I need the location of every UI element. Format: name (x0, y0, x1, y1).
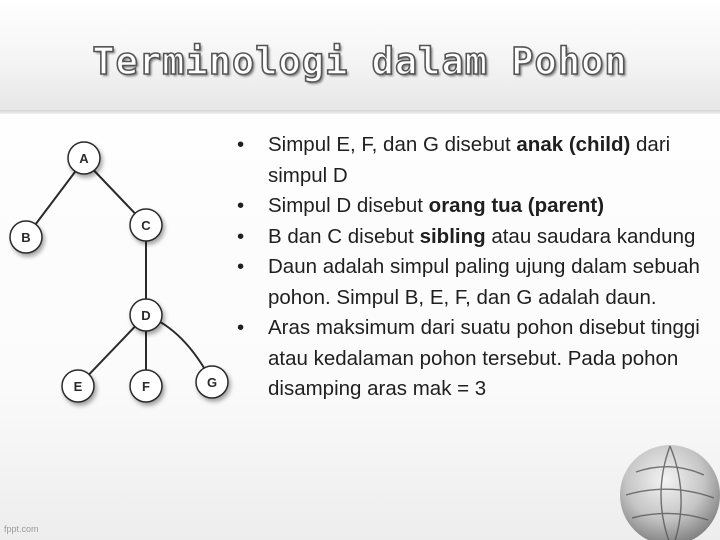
bullet-text: B dan C disebut (268, 224, 420, 248)
tree-node-c (130, 209, 162, 241)
bullet-bold-text: anak (child) (516, 133, 631, 156)
tree-node-b (10, 221, 42, 253)
tree-node-f (130, 370, 162, 402)
tree-node-a-label: A (79, 151, 89, 166)
bullet-item (237, 313, 707, 405)
tree-node-b-label: B (21, 230, 31, 245)
bullet-marker: • (237, 224, 245, 248)
tree-node-f-label: F (142, 379, 150, 394)
bullet-item (237, 191, 707, 222)
bullet-text: Simpul E, F, dan G disebut (268, 133, 517, 156)
bullet-marker: • (237, 194, 245, 217)
tree-edges (26, 160, 212, 386)
bullet-text: Daun adalah simpul paling ujung dalam sebuah pohon. Simpul B, E, F, dan G adalah daun. (268, 255, 700, 309)
title-divider (0, 110, 720, 114)
slide-title: Terminologi dalam Pohon (92, 40, 628, 83)
tree-diagram (0, 125, 240, 425)
tree-node-a (68, 142, 100, 174)
bullet-bold-text: orang tua (parent) (428, 194, 605, 217)
bullet-bold-text: sibling (419, 224, 486, 248)
footer-watermark: fppt.com (4, 524, 39, 534)
tree-node-d-label: D (141, 308, 151, 323)
tree-node-e-label: E (73, 379, 83, 394)
tree-node-g-label: G (206, 375, 218, 390)
bullet-item (237, 222, 707, 253)
bullet-text: atau saudara kandung (485, 224, 696, 248)
bullet-marker: • (237, 316, 245, 339)
bullet-marker: • (237, 133, 245, 156)
bullet-item (237, 252, 707, 313)
bullet-text: Simpul D disebut (268, 194, 429, 217)
tree-node-g (196, 366, 228, 398)
bullet-list (237, 130, 707, 405)
decorative-sphere-icon (590, 420, 720, 540)
bullet-text: dari simpul D (268, 133, 671, 187)
tree-node-e (62, 370, 94, 402)
tree-node-c-label: C (141, 218, 151, 233)
tree-node-d (130, 299, 162, 331)
bullet-text: Aras maksimum dari suatu pohon disebut tinggi atau kedalaman pohon tersebut. Pada pohon disamping aras mak = 3 (268, 316, 700, 400)
bullet-marker: • (237, 255, 245, 278)
bullet-item (237, 130, 707, 191)
tree-nodes (10, 142, 228, 402)
